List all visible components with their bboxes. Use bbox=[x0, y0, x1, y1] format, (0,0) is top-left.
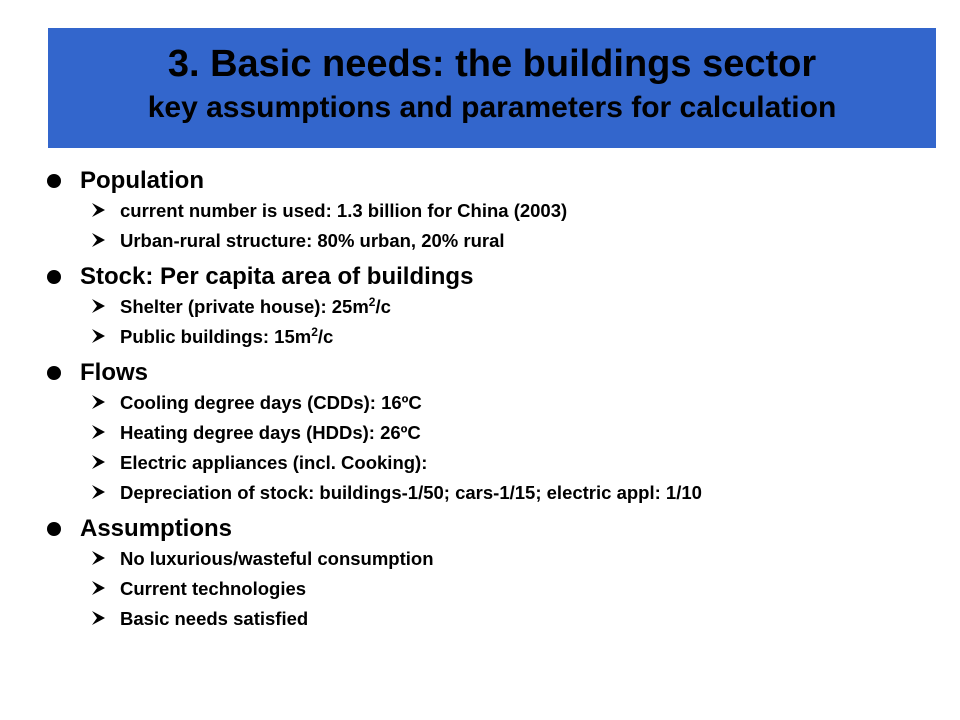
title-banner bbox=[48, 28, 936, 148]
arrow-bullet-icon bbox=[91, 484, 107, 500]
section-heading-label: Flows bbox=[80, 359, 149, 386]
bullet-dot-icon bbox=[47, 522, 61, 536]
section-flows bbox=[44, 355, 924, 504]
list-item bbox=[44, 421, 924, 444]
slide-subtitle: key assumptions and parameters for calculation bbox=[147, 91, 837, 124]
bullet-dot-icon bbox=[47, 366, 61, 380]
bullet-list bbox=[44, 163, 924, 637]
section-heading bbox=[44, 163, 924, 199]
list-item-text-main: Shelter (private house): 25m bbox=[120, 296, 369, 317]
list-item-text bbox=[120, 296, 391, 317]
list-item-text: Urban-rural structure: 80% urban, 20% rural bbox=[120, 230, 505, 251]
arrow-bullet-icon bbox=[91, 328, 107, 344]
arrow-bullet-icon bbox=[91, 298, 107, 314]
list-item-text: Basic needs satisfied bbox=[120, 608, 309, 629]
list-item bbox=[44, 229, 924, 252]
arrow-bullet-icon bbox=[91, 610, 107, 626]
bullet-dot-icon bbox=[47, 270, 61, 284]
arrow-bullet-icon bbox=[91, 454, 107, 470]
list-item bbox=[44, 199, 924, 222]
section-stock bbox=[44, 259, 924, 348]
list-item-text: Current technologies bbox=[120, 578, 307, 599]
section-heading-label: Stock: Per capita area of buildings bbox=[80, 263, 474, 290]
section-population bbox=[44, 163, 924, 252]
list-item-text-suffix: /c bbox=[317, 326, 334, 347]
list-item bbox=[44, 607, 924, 630]
list-item-text: Heating degree days (HDDs): 26ºC bbox=[120, 422, 421, 443]
list-item-text-suffix: /c bbox=[375, 296, 391, 317]
list-item-text: Electric appliances (incl. Cooking): bbox=[120, 452, 428, 473]
list-item-text: current number is used: 1.3 billion for China (2003) bbox=[120, 200, 568, 221]
list-item bbox=[44, 451, 924, 474]
arrow-bullet-icon bbox=[91, 202, 107, 218]
superscript: 2 bbox=[368, 295, 376, 309]
slide-title: 3. Basic needs: the buildings sector bbox=[167, 43, 817, 85]
section-heading-label: Assumptions bbox=[80, 515, 233, 542]
list-item bbox=[44, 391, 924, 414]
list-item bbox=[44, 295, 924, 318]
arrow-bullet-icon bbox=[91, 232, 107, 248]
arrow-bullet-icon bbox=[91, 580, 107, 596]
list-item bbox=[44, 577, 924, 600]
arrow-bullet-icon bbox=[91, 424, 107, 440]
list-item-text-main: Public buildings: 15m bbox=[120, 326, 312, 347]
section-heading bbox=[44, 259, 924, 295]
list-item bbox=[44, 325, 924, 348]
list-item-text: Cooling degree days (CDDs): 16ºC bbox=[120, 392, 422, 413]
list-item bbox=[44, 547, 924, 570]
arrow-bullet-icon bbox=[91, 550, 107, 566]
arrow-bullet-icon bbox=[91, 394, 107, 410]
section-heading bbox=[44, 511, 924, 547]
section-heading-label: Population bbox=[80, 167, 204, 194]
list-item-text: No luxurious/wasteful consumption bbox=[120, 548, 434, 569]
list-item-text bbox=[120, 326, 333, 347]
superscript: 2 bbox=[311, 325, 318, 339]
section-assumptions bbox=[44, 511, 924, 630]
list-item-text: Depreciation of stock: buildings-1/50; cars-1/15; electric appl: 1/10 bbox=[120, 482, 702, 503]
bullet-dot-icon bbox=[47, 174, 61, 188]
list-item bbox=[44, 481, 924, 504]
section-heading bbox=[44, 355, 924, 391]
